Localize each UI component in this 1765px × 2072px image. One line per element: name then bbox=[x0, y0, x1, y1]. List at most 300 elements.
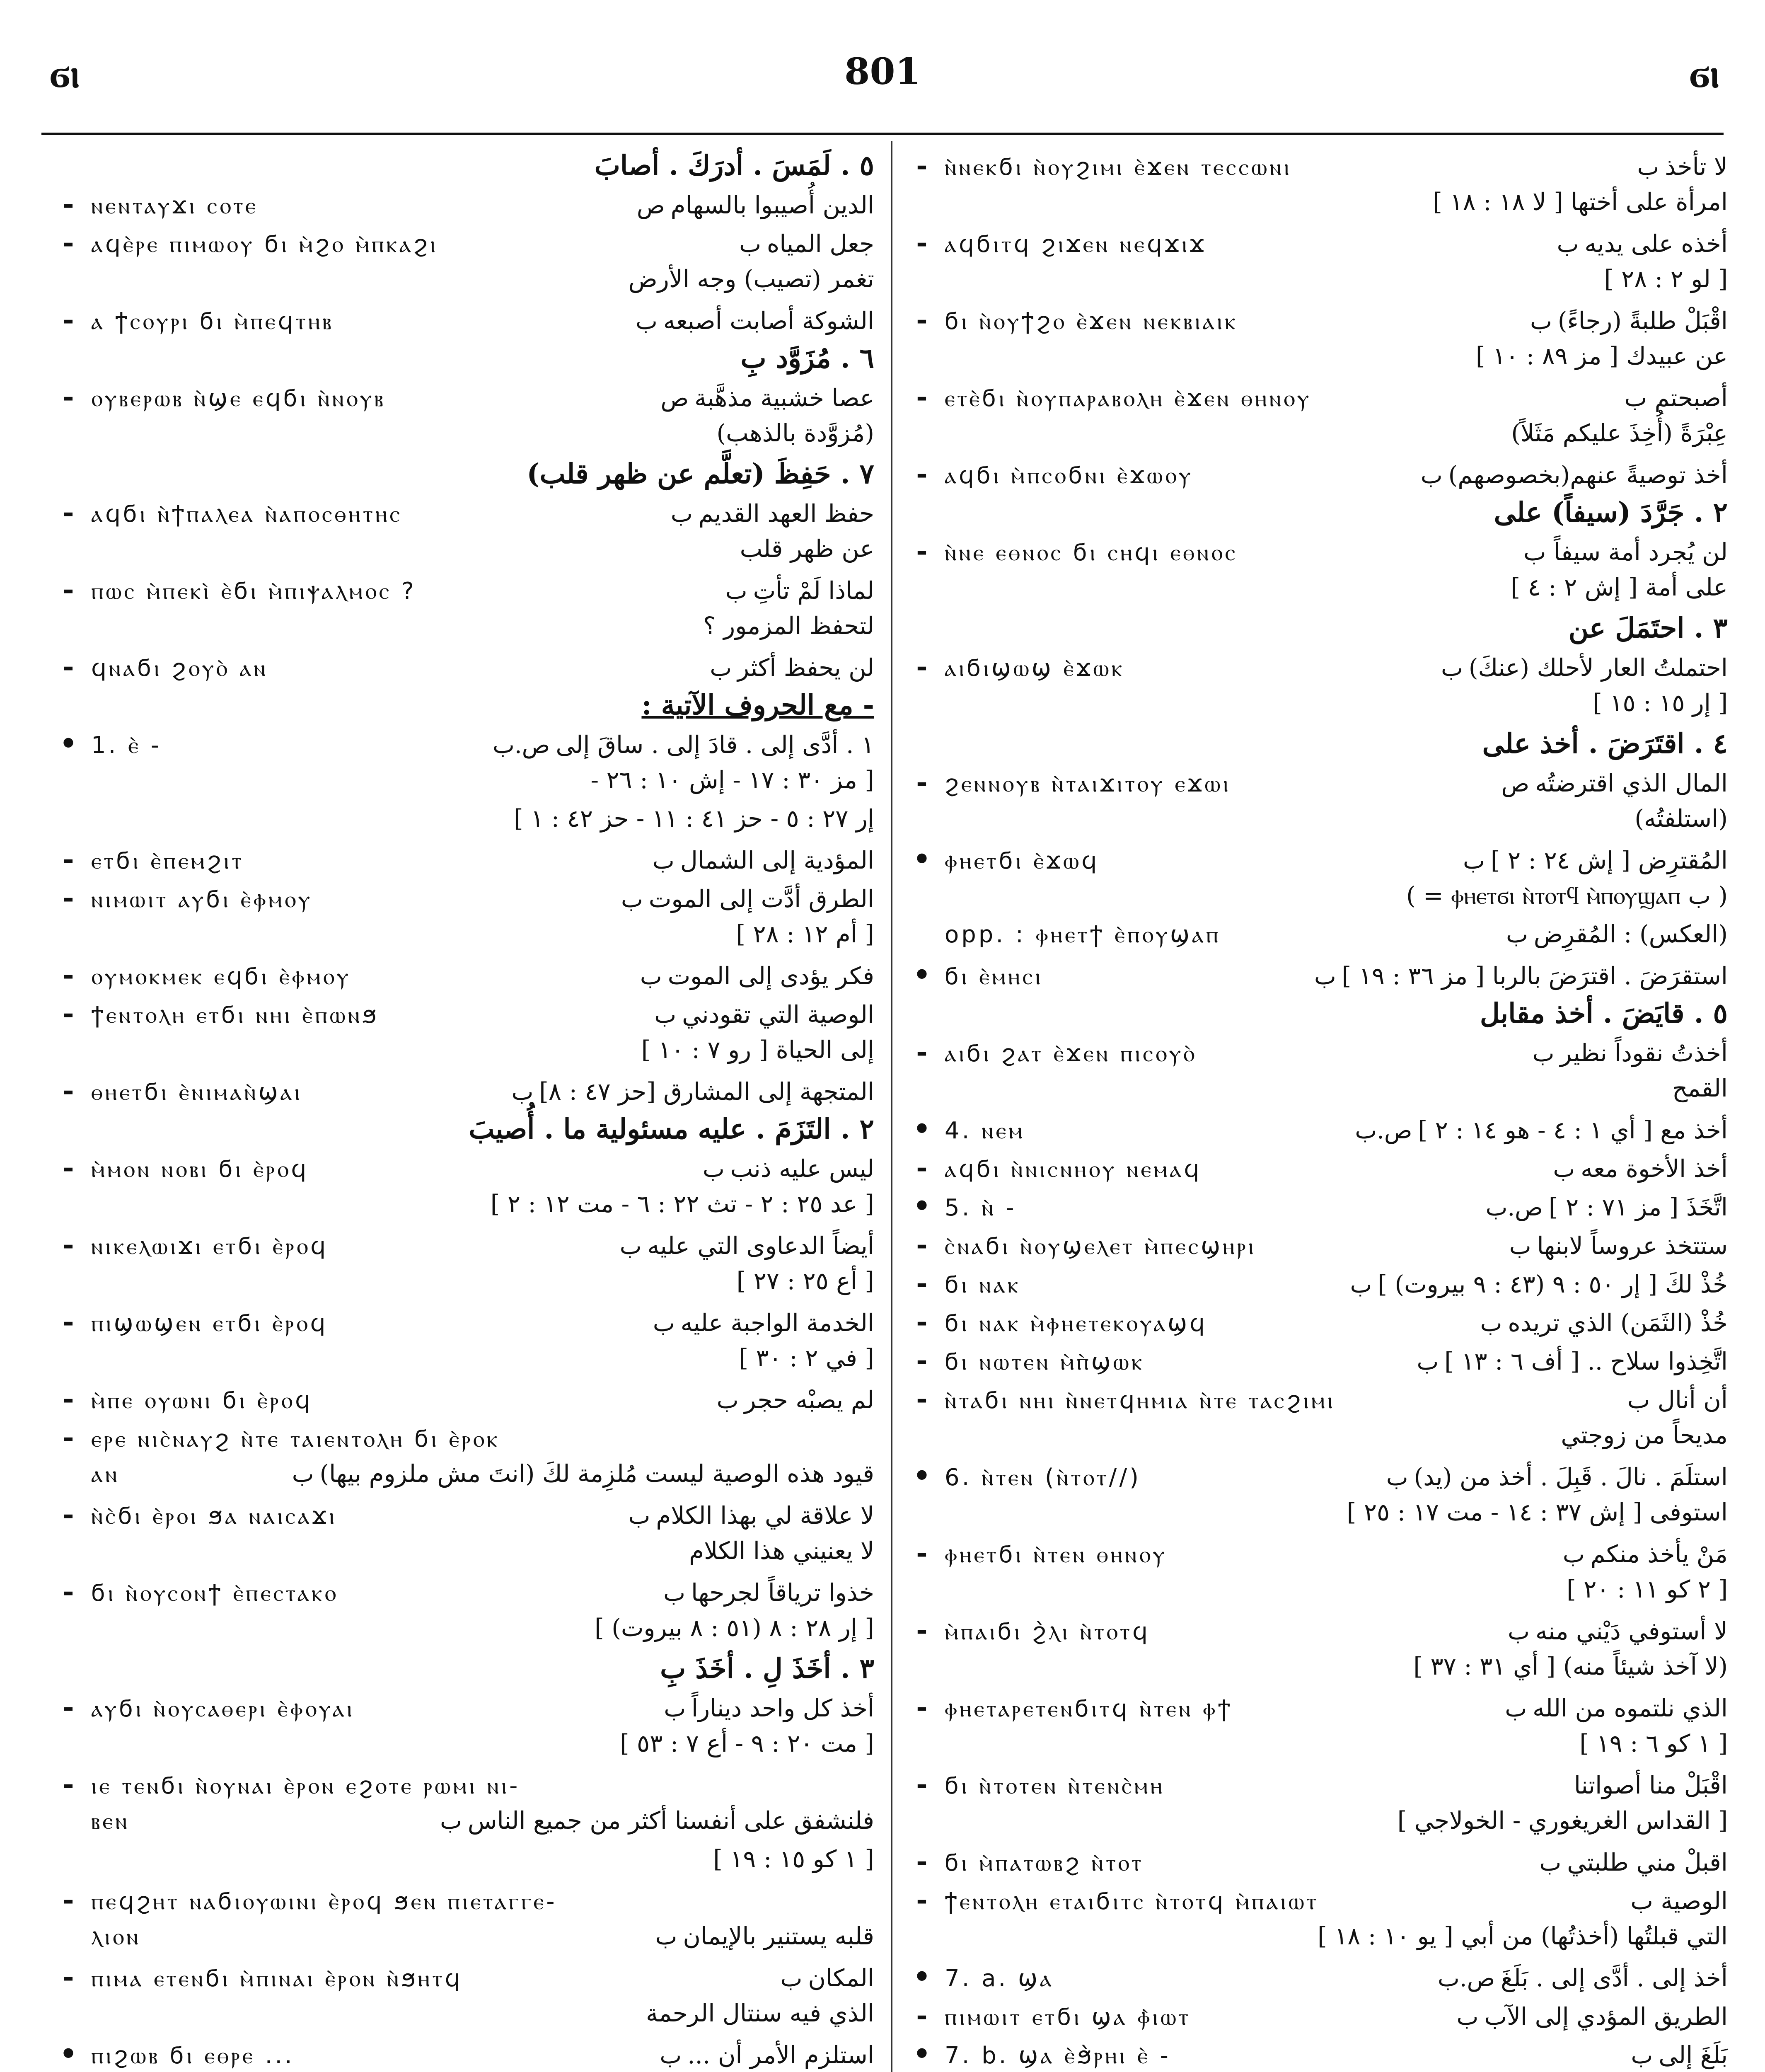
gloss-continuation: استوفى [ إش ٣٧ : ١٤ - مت ١٧ : ٢٥ ] bbox=[1347, 1498, 1728, 1526]
entry-marker: - bbox=[916, 1382, 928, 1415]
coptic-text: 5. ⲛ̀ - bbox=[945, 1194, 1017, 1221]
coptic-text: ϭⲓ ⲛⲱⲧⲉⲛ ⲙ̀ⲡ̀ϣⲱⲕ bbox=[945, 1348, 1145, 1375]
entry-row bbox=[54, 1922, 874, 1961]
entry-marker: - bbox=[63, 1768, 74, 1800]
gloss-continuation: إلى الحياة [ رو ٧ : ١٠ ] bbox=[641, 1036, 874, 1064]
entry-row bbox=[54, 1575, 874, 1614]
arabic-gloss: أخذ الأخوة معه bbox=[1581, 1155, 1728, 1183]
dialect-tag: ب bbox=[619, 1233, 642, 1260]
dialect-tag: ب bbox=[511, 1079, 534, 1106]
arabic-gloss: اتَّخَذَ [ مز ٧١ : ٢ ] bbox=[1548, 1193, 1728, 1221]
arabic-gloss: فلنشفق على أنفسنا أكثر من جميع الناس bbox=[467, 1806, 874, 1835]
coptic-text: ⲁϥϭⲓ ⲛ̀ϯⲡⲁⲗⲉⲁ ⲛ̀ⲁⲡⲟⲥⲑⲏⲧⲏⲥ bbox=[91, 501, 403, 528]
entry-marker: - bbox=[916, 457, 928, 490]
entry-row bbox=[907, 303, 1728, 342]
arabic-gloss: الدين أُصيبوا بالسهام bbox=[670, 191, 874, 219]
entry-row bbox=[907, 1036, 1728, 1074]
dialect-tag: ب bbox=[725, 578, 747, 605]
coptic-text: ⲡⲉϥϩⲏⲧ ⲛⲁϭⲓⲟⲩⲱⲓⲛⲓ ⲉ̀ⲣⲟϥ ϧⲉⲛ ⲡⲓⲉⲧⲁⲅⲅⲉ- bbox=[91, 1888, 557, 1915]
coptic-text: ⲁⲓϭⲓ ϩⲁⲧ ⲉ̀ϫⲉⲛ ⲡⲓⲥⲟⲩⲟ̀ bbox=[945, 1040, 1197, 1067]
header-rule bbox=[41, 133, 1724, 135]
sense-heading bbox=[907, 997, 1728, 1036]
entry-marker: • bbox=[913, 959, 931, 991]
entry-marker: - bbox=[63, 380, 74, 413]
coptic-text: ⲡⲓⲙⲱⲓⲧ ⲉⲧϭⲓ ϣⲁ ⲫ̀ⲓⲱⲧ bbox=[945, 2004, 1191, 2031]
arabic-gloss: خذوا ترياقاً لجرحها bbox=[691, 1578, 874, 1607]
entry-marker: - bbox=[916, 1999, 928, 2031]
entry-marker: - bbox=[916, 1768, 928, 1800]
coptic-text: 7. a. ϣⲁ bbox=[945, 1965, 1054, 1992]
coptic-text: ⲡⲓϩⲱⲃ ϭⲓ ⲉⲑⲣⲉ ... bbox=[91, 2042, 295, 2069]
arabic-gloss: الوصية التي تقودني bbox=[682, 1000, 874, 1029]
dialect-tag: ب bbox=[1314, 963, 1336, 990]
arabic-gloss: لن يحفظ أكثر bbox=[737, 654, 874, 682]
dialect-tag: ب bbox=[1631, 2042, 1653, 2069]
dialect-tag: ص bbox=[636, 192, 665, 219]
entry-row bbox=[54, 1961, 874, 1999]
coptic-text: ϩⲉⲛⲛⲟⲩⲃ ⲛ̀ⲧⲁⲓϫⲓⲧⲟⲩ ⲉϫⲱⲓ bbox=[945, 770, 1231, 797]
entry-marker: • bbox=[59, 2038, 77, 2070]
sense-heading bbox=[907, 496, 1728, 535]
arabic-gloss: المال الذي اقترضتُه bbox=[1535, 769, 1728, 797]
entry-row bbox=[54, 1460, 874, 1498]
coptic-text: ⲙ̀ⲙⲟⲛ ⲛⲟⲃⲓ ϭⲓ ⲉ̀ⲣⲟϥ bbox=[91, 1156, 309, 1183]
entry-row bbox=[54, 997, 874, 1036]
entry-row bbox=[54, 1228, 874, 1267]
entry-row bbox=[54, 1074, 874, 1113]
coptic-text: ⲁⲩϭⲓ ⲛ̀ⲟⲩⲥⲁⲑⲉⲣⲓ ⲉ̀ⲫⲟⲩⲁⲓ bbox=[91, 1695, 355, 1722]
arabic-gloss: ليس عليه ذنب bbox=[730, 1155, 874, 1183]
arabic-gloss: الطريق المؤدي إلى الآب bbox=[1484, 2002, 1728, 2031]
gloss-continuation: [ إر ٢٨ : ٨ (٥١ : ٨ بيروت) ] bbox=[595, 1614, 874, 1642]
entry-marker: • bbox=[913, 843, 931, 875]
dialect-tag: ص.ب bbox=[1355, 1117, 1412, 1144]
arabic-gloss: لا علاقة لي بهذا الكلام bbox=[656, 1501, 874, 1530]
dialect-tag: ب bbox=[702, 1156, 725, 1183]
entry-marker: - bbox=[916, 1267, 928, 1299]
arabic-gloss: لن يُجرد أمة سيفاً ب bbox=[1523, 538, 1728, 566]
gloss-continuation: تغمر (تصيب) وجه الأرض bbox=[628, 265, 874, 293]
dialect-tag: ب bbox=[664, 1695, 686, 1722]
entry-marker: • bbox=[59, 727, 77, 760]
arabic-gloss: اقْبَلْ طلبةً (رجاءً) bbox=[1557, 307, 1728, 335]
arabic-gloss: الطرق أدَّت إلى الموت bbox=[648, 885, 874, 913]
entry-row bbox=[907, 457, 1728, 496]
entry-marker: - bbox=[63, 1498, 74, 1530]
gloss-continuation: [ القداس الغريغوري - الخولاجي ] bbox=[1397, 1806, 1728, 1835]
coptic-text: ⲑⲏⲉⲧϭⲓ ⲉ̀ⲛⲓⲙⲁⲛ̀ϣⲁⲓ bbox=[91, 1079, 302, 1106]
entry-row bbox=[54, 1691, 874, 1729]
entry-marker: - bbox=[63, 1575, 74, 1607]
entry-marker: - bbox=[63, 881, 74, 914]
sense-heading-text: - مع الحروف الآتية : bbox=[641, 689, 874, 721]
entry-row bbox=[54, 380, 874, 419]
arabic-gloss: المُقترِض [ إش ٢٤ : ٢ ] bbox=[1490, 846, 1728, 874]
gloss-continuation: الذي فيه سنتال الرحمة bbox=[646, 1999, 874, 2027]
entry-marker: - bbox=[63, 1228, 74, 1261]
entry-row bbox=[907, 1151, 1728, 1190]
column-divider bbox=[891, 141, 892, 2072]
entry-marker: - bbox=[63, 1421, 74, 1453]
entry-row bbox=[907, 920, 1728, 959]
entry-row bbox=[907, 1883, 1728, 1922]
sense-heading bbox=[54, 1652, 874, 1691]
entry-marker: - bbox=[916, 149, 928, 182]
arabic-gloss: أن أنال ب bbox=[1627, 1386, 1728, 1414]
entry-marker: - bbox=[63, 959, 74, 991]
entry-row bbox=[54, 188, 874, 226]
arabic-gloss: المتجهة إلى المشارق [حز ٤٧ : ٨] bbox=[539, 1077, 874, 1106]
coptic-text: ⲟⲩⲃⲉⲣⲱⲃ ⲛ̀ϣⲉ ⲉϥϭⲓ ⲛ̀ⲛⲟⲩⲃ bbox=[91, 385, 386, 412]
entry-marker: • bbox=[913, 1190, 931, 1222]
gloss-continuation: [ ١ كو ١٥ : ١٩ ] bbox=[713, 1845, 874, 1873]
dialect-tag: ب bbox=[1532, 1040, 1555, 1067]
entry-row bbox=[54, 1768, 874, 1806]
coptic-text: ⲫⲏⲉⲧϭⲓ ⲉ̀ϫⲱϥ bbox=[945, 847, 1100, 874]
arabic-gloss: أصبحتم ب bbox=[1624, 384, 1728, 412]
arabic-gloss: لا تأخذ bbox=[1665, 152, 1728, 181]
dialect-tag: ب bbox=[1420, 462, 1443, 489]
entry-row bbox=[54, 727, 874, 766]
dialect-tag: ب bbox=[716, 1387, 739, 1414]
entry-marker: - bbox=[916, 535, 928, 567]
entry-row bbox=[907, 1382, 1728, 1421]
dialect-tag: ص.ب bbox=[1485, 1194, 1543, 1221]
gloss-continuation: القمح bbox=[1672, 1074, 1728, 1102]
entry-marker: - bbox=[63, 496, 74, 528]
dialect-tag: ب bbox=[739, 231, 761, 258]
entry-row bbox=[907, 1190, 1728, 1228]
arabic-gloss: قلبه يستنير بالإيمان bbox=[683, 1922, 874, 1950]
gloss-continuation: عن عبيدك [ مز ٨٩ : ١٠ ] bbox=[1475, 342, 1728, 370]
coptic-text: ⲛ̀ⲥ̀ϭⲓ ⲉ̀ⲣⲟⲓ ϧⲁ ⲛⲁⲓⲥⲁϫⲓ bbox=[91, 1503, 337, 1530]
entry-marker: - bbox=[63, 188, 74, 220]
coptic-text: ϭⲓ ⲛ̀ⲧⲟⲧⲉⲛ ⲛ̀ⲧⲉⲛⲥ̀ⲙⲏ bbox=[945, 1772, 1165, 1799]
entry-row bbox=[54, 1151, 874, 1190]
dialect-tag: ب bbox=[621, 886, 643, 913]
arabic-gloss: لم يصبْه حجر bbox=[744, 1386, 874, 1414]
dialect-tag: ب bbox=[1386, 1464, 1408, 1491]
gloss-continuation: مديحاً من زوجتي bbox=[1561, 1421, 1728, 1449]
arabic-gloss: ١ . أدَّى إلى . قادَ إلى . ساقَ إلى bbox=[556, 731, 874, 759]
dialect-tag: ب bbox=[1350, 1271, 1372, 1298]
gloss-continuation: [ أع ٢٥ : ٢٧ ] bbox=[736, 1267, 874, 1295]
entry-row bbox=[907, 1961, 1728, 1999]
entry-row bbox=[907, 1614, 1728, 1652]
dialect-tag: ص.ب bbox=[1438, 1965, 1495, 1992]
sense-heading bbox=[54, 457, 874, 496]
entry-marker: - bbox=[63, 1382, 74, 1415]
coptic-text: ⲓⲉ ⲧⲉⲛϭⲓ ⲛ̀ⲟⲩⲛⲁⲓ ⲉ̀ⲣⲟⲛ ⲉϩⲟⲧⲉ ⲣⲱⲙⲓ ⲛⲓ- bbox=[91, 1772, 520, 1799]
dialect-tag: ب bbox=[1506, 921, 1528, 948]
entry-marker: • bbox=[913, 1460, 931, 1492]
dialect-tag: ب bbox=[655, 1923, 677, 1950]
entry-row bbox=[907, 1344, 1728, 1382]
coptic-text: ⲙ̀ⲡⲉ ⲟⲩⲱⲛⲓ ϭⲓ ⲉ̀ⲣⲟϥ bbox=[91, 1387, 313, 1414]
entry-row bbox=[54, 843, 874, 881]
dialect-tag: ب bbox=[640, 963, 662, 990]
left-column bbox=[54, 149, 874, 2072]
dialect-tag: ص bbox=[660, 385, 689, 412]
coptic-text: ϯⲉⲛⲧⲟⲗⲏ ⲉⲧⲁⲓϭⲓⲧⲥ ⲛ̀ⲧⲟⲧϥ ⲙ̀ⲡⲁⲓⲱⲧ bbox=[945, 1888, 1319, 1915]
coptic-text: ⲡⲓϣⲱϣⲉⲛ ⲉⲧϭⲓ ⲉ̀ⲣⲟϥ bbox=[91, 1310, 328, 1337]
entry-marker: - bbox=[916, 1151, 928, 1184]
entry-row bbox=[54, 650, 874, 689]
dialect-tag: ب bbox=[1456, 2004, 1479, 2031]
gloss-continuation: [ مت ٢٠ : ٩ - أع ٧ : ٥٣ ] bbox=[619, 1729, 874, 1757]
arabic-gloss: المؤدية إلى الشمال bbox=[680, 846, 874, 874]
coptic-text: ⲛⲉⲛⲧⲁⲩϫⲓ ⲥⲟⲧⲉ bbox=[91, 192, 258, 219]
coptic-text: ϭⲓ ⲙ̀ⲡⲁⲧⲱⲃϩ ⲛ̀ⲧⲟⲧ bbox=[945, 1849, 1144, 1876]
coptic-text: ⲃⲉⲛ bbox=[91, 1808, 130, 1835]
dialect-tag: ب bbox=[663, 1580, 685, 1607]
coptic-text: ⲙ̀ⲡⲁⲓϭⲓ ϩ̀ⲗⲓ ⲛ̀ⲧⲟⲧϥ bbox=[945, 1618, 1150, 1645]
gloss-continuation: (مُزوَّدة بالذهب) bbox=[716, 419, 874, 447]
gloss-continuation: (استلفتُه) bbox=[1634, 804, 1728, 833]
gloss-continuation: [ عد ٢٥ : ٢ - تث ٢٢ : ٦ - مت ١٢ : ٢ ] bbox=[490, 1190, 874, 1218]
entry-marker: - bbox=[63, 1151, 74, 1184]
entry-row bbox=[54, 1421, 874, 1460]
dialect-tag: ب bbox=[670, 501, 693, 528]
entry-row bbox=[54, 959, 874, 997]
sense-heading bbox=[54, 149, 874, 188]
entry-marker: - bbox=[916, 303, 928, 336]
gloss-continuation: على أمة [ إش ٢ : ٤ ] bbox=[1511, 573, 1728, 601]
arabic-gloss: (العكس) : المُقرِض bbox=[1533, 920, 1728, 948]
coptic-text: ⲁⲓϭⲓϣⲱϣ ⲉ̀ϫⲱⲕ bbox=[945, 655, 1125, 682]
coptic-text: ⲁϥϭⲓ ⲛ̀ⲛⲓⲥⲛⲏⲟⲩ ⲛⲉⲙⲁϥ bbox=[945, 1156, 1202, 1183]
coptic-text: 1. ⲉ̀ - bbox=[91, 732, 162, 759]
arabic-gloss: أخذه على يديه bbox=[1584, 230, 1728, 258]
arabic-gloss: أخذ كل واحد ديناراً bbox=[691, 1694, 874, 1722]
sense-heading bbox=[54, 342, 874, 380]
entry-marker: - bbox=[916, 1344, 928, 1376]
gloss-continuation: لا يعنيني هذا الكلام bbox=[689, 1537, 874, 1565]
entry-row bbox=[907, 843, 1728, 881]
coptic-text: ϥⲛⲁϭⲓ ϩⲟⲩⲟ̀ ⲁⲛ bbox=[91, 655, 268, 682]
entry-marker: - bbox=[63, 1074, 74, 1106]
entry-marker: - bbox=[916, 1845, 928, 1877]
dialect-tag: ب bbox=[654, 1002, 677, 1029]
coptic-text: ⲛ̀ⲧⲁϭⲓ ⲛⲏⲓ ⲛ̀ⲛⲉⲧϥⲏⲙⲓⲁ ⲛ̀ⲧⲉ ⲧⲁⲥϩⲓⲙⲓ bbox=[945, 1387, 1336, 1414]
coptic-text: ϯⲉⲛⲧⲟⲗⲏ ⲉⲧϭⲓ ⲛⲏⲓ ⲉ̀ⲡⲱⲛϧ bbox=[91, 1002, 379, 1029]
dialect-tag: ب bbox=[1509, 1233, 1531, 1260]
sense-heading bbox=[907, 612, 1728, 650]
entry-marker: - bbox=[916, 1036, 928, 1068]
arabic-gloss: ستتخذ عروساً لابنها bbox=[1537, 1232, 1728, 1260]
coptic-text: ⲉⲧⲉ̀ϭⲓ ⲛ̀ⲟⲩⲡⲁⲣⲁⲃⲟⲗⲏ ⲉ̀ϫⲉⲛ ⲑⲏⲛⲟⲩ bbox=[945, 385, 1312, 412]
entry-row bbox=[54, 1883, 874, 1922]
arabic-gloss: أخذتُ نقوداً نظير bbox=[1560, 1039, 1728, 1067]
entry-row bbox=[907, 2038, 1728, 2072]
entry-row bbox=[907, 1460, 1728, 1498]
entry-marker: - bbox=[63, 843, 74, 875]
arabic-gloss: مَنْ يأخذ منكم bbox=[1590, 1540, 1728, 1568]
coptic-text: ⲥ̀ⲛⲁϭⲓ ⲛ̀ⲟⲩϣⲉⲗⲉⲧ ⲙ̀ⲡⲉⲥϣⲏⲣⲓ bbox=[945, 1233, 1257, 1260]
gloss-continuation: لتحفظ المزمور ؟ bbox=[703, 612, 874, 640]
header-right-guideword: ϭⲓ bbox=[1689, 50, 1719, 97]
entry-row bbox=[907, 766, 1728, 804]
dialect-tag: ب bbox=[1441, 655, 1463, 682]
entry-row bbox=[54, 1498, 874, 1537]
entry-marker: - bbox=[916, 1537, 928, 1569]
entry-row bbox=[54, 2038, 874, 2072]
entry-row bbox=[907, 1267, 1728, 1305]
arabic-gloss: المكان bbox=[808, 1964, 874, 1992]
gloss-continuation: [ ١ كو ٦ : ١٩ ] bbox=[1579, 1729, 1728, 1757]
dialect-tag: ب bbox=[653, 1310, 675, 1337]
dialect-tag: ب bbox=[1417, 1348, 1439, 1375]
entry-marker: - bbox=[916, 650, 928, 683]
arabic-gloss: الوصية ب bbox=[1630, 1887, 1728, 1915]
arabic-gloss: الذي نلتموه من الله bbox=[1533, 1694, 1728, 1722]
entry-row bbox=[54, 303, 874, 342]
entry-row bbox=[907, 1228, 1728, 1267]
gloss-continuation: امرأة على أختها [ لا ١٨ : ١٨ ] bbox=[1433, 188, 1728, 216]
coptic-text: opp. : ⲫⲏⲉⲧϯ ⲉ̀ⲡⲟⲩϣⲁⲡ bbox=[945, 921, 1221, 948]
coptic-text: ⲉⲣⲉ ⲛⲓⲥ̀ⲛⲁⲩϩ ⲛ̀ⲧⲉ ⲧⲁⲓⲉⲛⲧⲟⲗⲏ ϭⲓ ⲉ̀ⲣⲟⲕ bbox=[91, 1426, 500, 1452]
entry-row bbox=[54, 1806, 874, 1845]
gloss-continuation: [ مز ٣٠ : ١٧ - إش ١٠ : ٢٦ - bbox=[590, 766, 874, 794]
coptic-text: ⲁϥⲉ̀ⲣⲉ ⲡⲓⲙⲱⲟⲩ ϭⲓ ⲙ̀ϩⲟ ⲙ̀ⲡⲕⲁϩⲓ bbox=[91, 231, 438, 258]
coptic-text: ⲁ ϯⲥⲟⲩⲣⲓ ϭⲓ ⲙ̀ⲡⲉϥⲧⲏⲃ bbox=[91, 308, 334, 335]
coptic-text: ⲁϥϭⲓⲧϥ ϩⲓϫⲉⲛ ⲛⲉϥϫⲓϫ bbox=[945, 231, 1207, 258]
entry-marker: - bbox=[916, 1691, 928, 1723]
dialect-tag: ب bbox=[1557, 231, 1579, 258]
sense-heading-text: ٤ . اقتَرَضَ . أخذ على bbox=[1482, 727, 1728, 760]
sense-heading-text: ٥ . لَمَسَ . أدرَكَ . أصابَ bbox=[594, 149, 874, 182]
right-column bbox=[907, 149, 1728, 2072]
dialect-tag: ب bbox=[1553, 1156, 1575, 1183]
dialect-tag: ب bbox=[628, 1503, 650, 1530]
arabic-gloss: الخدمة الواجبة عليه bbox=[680, 1309, 874, 1337]
arabic-gloss: جعل المياه bbox=[766, 230, 874, 258]
dialect-tag: ب bbox=[1530, 308, 1552, 335]
sense-heading-text: ٥ . قايَضَ . أخذ مقابل bbox=[1480, 997, 1728, 1029]
coptic-text: ⲫⲏⲉⲧⲁⲣⲉⲧⲉⲛϭⲓⲧϥ ⲛ̀ⲧⲉⲛ ⲫϯ bbox=[945, 1695, 1233, 1722]
arabic-gloss: عصا خشبية مذهَّبة bbox=[694, 384, 874, 412]
entry-row bbox=[907, 1768, 1728, 1806]
coptic-text: ⲛⲓⲕⲉⲗⲱⲓϫⲓ ⲉⲧϭⲓ ⲉ̀ⲣⲟϥ bbox=[91, 1233, 329, 1260]
dialect-tag: ب bbox=[440, 1808, 462, 1835]
entry-row bbox=[54, 1305, 874, 1344]
coptic-text: ⲫⲏⲉⲧϭⲓ ⲛ̀ⲧⲉⲛ ⲑⲏⲛⲟⲩ bbox=[945, 1541, 1168, 1568]
arabic-gloss: استقرَضَ . اقترَضَ بالربا [ مز ٣٦ : ١٩ ] bbox=[1342, 962, 1728, 990]
dialect-tag: ب bbox=[1505, 1695, 1527, 1722]
entry-row bbox=[907, 1999, 1728, 2038]
sense-heading-text: ٢ . جَرَّدَ (سيفاً) على bbox=[1494, 496, 1728, 528]
entry-row bbox=[907, 226, 1728, 265]
entry-row bbox=[907, 1113, 1728, 1151]
dialect-tag: ب bbox=[1508, 1618, 1530, 1645]
coptic-text: ϭⲓ ⲛ̀ⲟⲩⲥⲟⲛϯ ⲉ̀ⲡⲉⲥⲧⲁⲕⲟ bbox=[91, 1580, 338, 1607]
arabic-gloss: حفظ العهد القديم bbox=[698, 499, 874, 528]
gloss-continuation: [ إر ١٥ : ١٥ ] bbox=[1593, 689, 1728, 717]
arabic-gloss: أخذ توصيةً عنهم(بخصوصهم) bbox=[1448, 461, 1728, 489]
entry-marker: - bbox=[63, 997, 74, 1029]
dialect-tag: ب bbox=[1539, 1849, 1562, 1876]
dialect-tag: ب bbox=[710, 655, 732, 682]
coptic-text: ⲉⲧϭⲓ ⲉ̀ⲡⲉⲙϩⲓⲧ bbox=[91, 847, 244, 874]
arabic-gloss: أيضاً الدعاوى التي عليه bbox=[647, 1232, 874, 1260]
gloss-continuation: التي قبلتُها (أخذتُها) من أبي [ يو ١٠ : ١٨ ] bbox=[1318, 1922, 1728, 1950]
dialect-tag: ب bbox=[780, 1965, 803, 1992]
entry-marker: - bbox=[916, 1305, 928, 1338]
entry-row bbox=[54, 1382, 874, 1421]
entry-row bbox=[907, 149, 1728, 188]
coptic-text: ϭⲓ ⲉ̀ⲙⲏⲥⲓ bbox=[945, 963, 1043, 990]
sense-heading-text: ٣ . احتَمَلَ عن bbox=[1568, 612, 1728, 644]
sense-heading bbox=[54, 689, 874, 727]
gloss-continuation: عِبْرَةً (أُخِذَ عليكم مَثَلاً) bbox=[1511, 419, 1728, 447]
entry-row bbox=[907, 535, 1728, 573]
gloss-continuation: [ أم ١٢ : ٢٨ ] bbox=[736, 920, 874, 948]
entry-marker: - bbox=[916, 766, 928, 798]
entry-marker: - bbox=[63, 650, 74, 683]
coptic-text: ϭⲓ ⲛⲁⲕ bbox=[945, 1271, 1021, 1298]
entry-marker: - bbox=[63, 226, 74, 259]
sense-heading-text: ٢ . التَزَمَ . عليه مسئولية ما . أُصيبَ bbox=[469, 1113, 874, 1145]
entry-row bbox=[907, 380, 1728, 419]
arabic-gloss: قيود هذه الوصية ليست مُلزِمة لكَ (انتَ مش ملزوم بيها) bbox=[319, 1460, 874, 1488]
coptic-text: ⲡⲓⲙⲁ ⲉⲧⲉⲛϭⲓ ⲙ̀ⲡⲓⲛⲁⲓ ⲉ̀ⲣⲟⲛ ⲛ̀ϧⲏⲧϥ bbox=[91, 1965, 463, 1992]
arabic-gloss: فكر يؤدى إلى الموت bbox=[667, 962, 874, 990]
entry-row bbox=[907, 1537, 1728, 1575]
dialect-tag: ب bbox=[653, 847, 675, 874]
arabic-gloss: أخذ مع [ أي ١ : ٤ - هو ١٤ : ٢ ] bbox=[1418, 1116, 1728, 1144]
entry-marker: - bbox=[916, 1614, 928, 1646]
coptic-text: ⲛⲓⲙⲱⲓⲧ ⲁⲩϭⲓ ⲉ̀ⲫⲙⲟⲩ bbox=[91, 886, 313, 913]
arabic-gloss: احتملتُ العار لأحلك (عنكَ) bbox=[1468, 654, 1728, 682]
gloss-continuation: عن ظهر قلب bbox=[740, 535, 874, 563]
entry-row bbox=[54, 573, 874, 612]
sense-heading bbox=[54, 1113, 874, 1151]
coptic-text: 6. ⲛ̀ⲧⲉⲛ (ⲛ̀ⲧⲟⲧ//) bbox=[945, 1464, 1141, 1491]
entry-row bbox=[54, 881, 874, 920]
entry-row bbox=[54, 496, 874, 535]
arabic-gloss: لماذا لَمْ تأتِ bbox=[753, 576, 874, 605]
coptic-text: 7. b. ϣⲁ ⲉ̀ϧ̀ⲣⲏⲓ ⲉ̀ - bbox=[945, 2042, 1171, 2069]
dialect-tag: ب bbox=[1637, 154, 1659, 181]
entry-marker: - bbox=[63, 1961, 74, 1993]
entry-marker: - bbox=[63, 303, 74, 336]
arabic-gloss: الشوكة أصابت أصبعه bbox=[663, 307, 874, 335]
arabic-gloss: استلَمَ . نالَ . قَبِلَ . أخذ من (يد) bbox=[1414, 1463, 1728, 1491]
arabic-gloss: خُذْ (الثَمَن) الذي تريده bbox=[1508, 1309, 1728, 1337]
entry-marker: - bbox=[63, 573, 74, 605]
sense-heading-text: ٧ . حَفِظَ (تعلَّم عن ظهر قلب) bbox=[527, 457, 874, 490]
entry-row bbox=[907, 1691, 1728, 1729]
entry-marker: • bbox=[913, 1113, 931, 1145]
dialect-tag: ب bbox=[292, 1461, 314, 1488]
entry-marker: • bbox=[913, 2038, 931, 2070]
coptic-text: ϭⲓ ⲛ̀ⲟⲩϯϩⲟ ⲉ̀ϫⲉⲛ ⲛⲉⲕⲃⲓⲁⲓⲕ bbox=[945, 308, 1238, 335]
entry-row bbox=[907, 1305, 1728, 1344]
coptic-text: ⲗⲓⲟⲛ bbox=[91, 1923, 141, 1950]
dialect-tag: ب bbox=[1562, 1541, 1585, 1568]
header-left-guideword: ϭⲓ bbox=[50, 50, 80, 97]
gloss-continuation: [ لو ٢ : ٢٨ ] bbox=[1604, 265, 1728, 293]
sense-heading-text: ٣ . أخَذَ لِ . أخَذَ بِ bbox=[660, 1652, 874, 1685]
gloss-continuation: إر ٢٧ : ٥ - حز ٤١ : ١١ - حز ٤٢ : ١ ] bbox=[514, 804, 874, 833]
coptic-text: ⲁϥϭⲓ ⲙ̀ⲡⲥⲟϭⲛⲓ ⲉ̀ϫⲱⲟⲩ bbox=[945, 462, 1193, 489]
dialect-tag: ب bbox=[1480, 1310, 1502, 1337]
arabic-gloss: أخذ إلى . أدَّى إلى . بَلَغَ bbox=[1501, 1964, 1728, 1992]
entry-marker: - bbox=[916, 1228, 928, 1261]
entry-row bbox=[907, 959, 1728, 997]
arabic-gloss: اقْبَلْ منا أصواتنا bbox=[1574, 1771, 1728, 1799]
entry-row bbox=[907, 1845, 1728, 1883]
